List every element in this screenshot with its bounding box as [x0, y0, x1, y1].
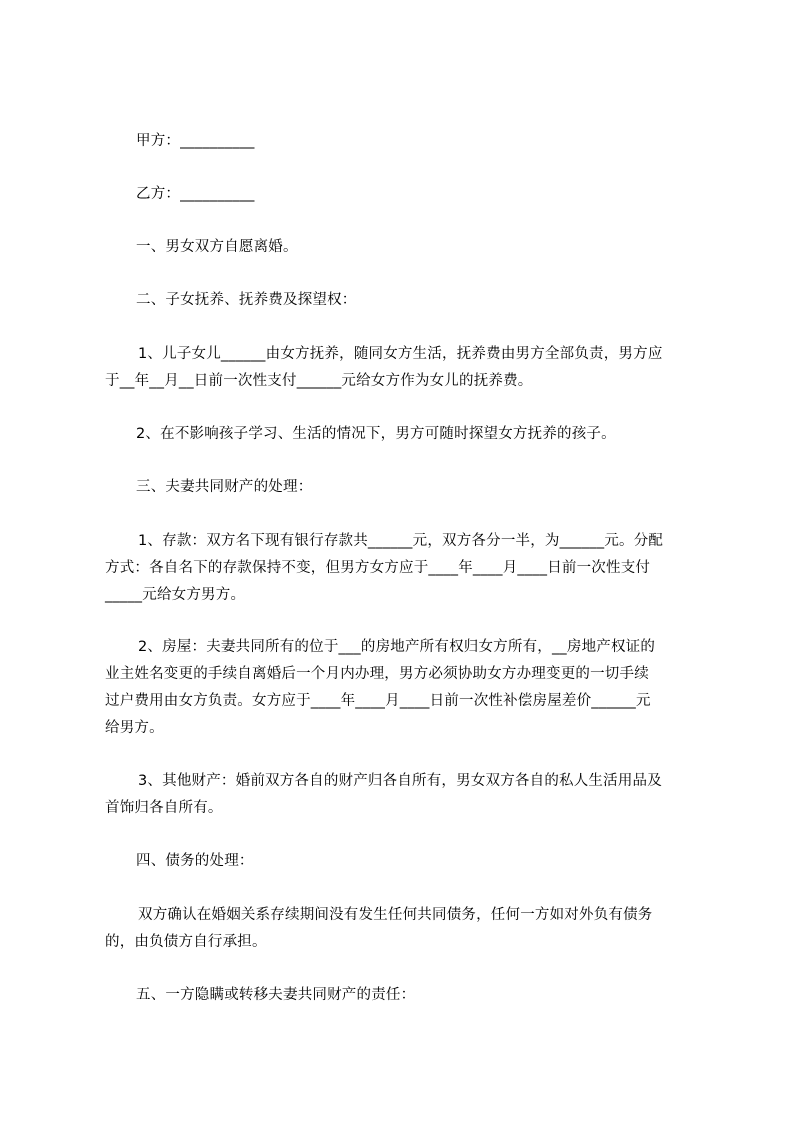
section-3-heading: 三、夫妻共同财产的处理：	[136, 479, 313, 495]
section-4-para-1-line-2: 的，由负债方自行承担。	[105, 934, 267, 950]
section-3-para-3-line-1: 3、其他财产：婚前双方各自的财产归各自所有，男女双方各自的私人生活用品及	[138, 773, 662, 789]
section-3-para-2-line-1: 2、房屋：夫妻共同所有的位于___的房地产所有权归女方所有，__房地产权证的	[138, 639, 656, 655]
section-3-para-1-line-3: _____元给女方男方。	[105, 587, 246, 603]
section-2-para-1-line-2: 于__年__月__日前一次性支付______元给女方作为女儿的抚养费。	[105, 373, 533, 389]
party-a-line: 甲方：__________	[136, 133, 255, 149]
section-3-para-1-line-2: 方式：各自名下的存款保持不变，但男方女方应于____年____月____日前一次性支付	[105, 560, 651, 576]
section-3-para-3-line-2: 首饰归各自所有。	[105, 800, 223, 816]
section-4-para-1-line-1: 双方确认在婚姻关系存续期间没有发生任何共同债务，任何一方如对外负有债务	[138, 907, 653, 923]
section-5-heading: 五、一方隐瞒或转移夫妻共同财产的责任：	[136, 987, 416, 1003]
section-2-heading: 二、子女抚养、抚养费及探望权：	[136, 292, 357, 308]
party-b-line: 乙方：__________	[136, 186, 255, 202]
section-2-para-1-line-1: 1、儿子女儿______由女方抚养，随同女方生活，抚养费由男方全部负责，男方应	[138, 346, 663, 362]
section-3-para-2-line-2: 业主姓名变更的手续自离婚后一个月内办理，男方必须协助女方办理变更的一切手续	[105, 666, 649, 682]
section-3-para-2-line-4: 给男方。	[105, 720, 164, 736]
section-3-para-2-line-3: 过户费用由女方负责。女方应于____年____月____日前一次性补偿房屋差价______元	[105, 693, 651, 709]
section-2-para-2: 2、在不影响孩子学习、生活的情况下，男方可随时探望女方抚养的孩子。	[136, 426, 616, 442]
section-3-para-1-line-1: 1、存款：双方名下现有银行存款共______元，双方各分一半，为______元。分配	[138, 533, 664, 549]
section-1-heading: 一、男女双方自愿离婚。	[136, 239, 298, 255]
section-4-heading: 四、债务的处理：	[136, 853, 254, 869]
